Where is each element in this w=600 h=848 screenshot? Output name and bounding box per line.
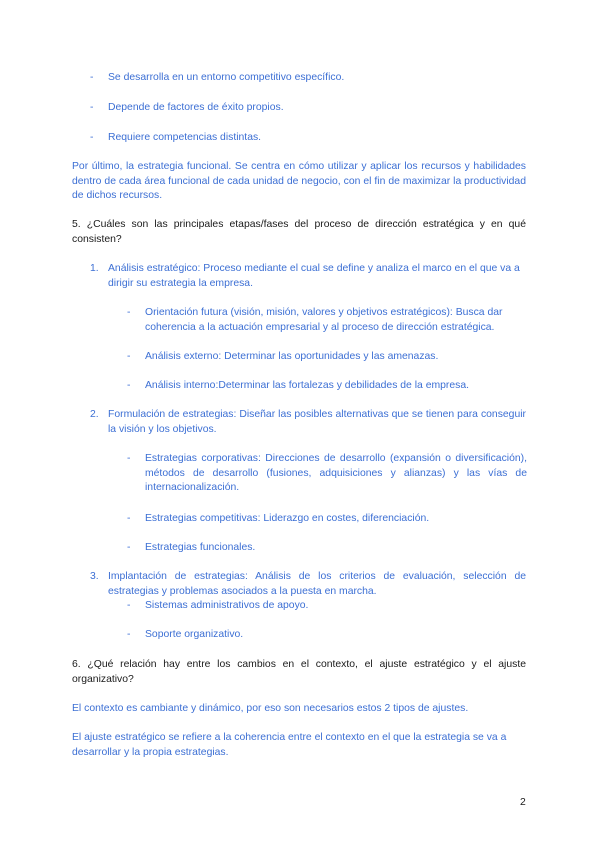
bullet-text: Se desarrolla en un entorno competitivo específico. (108, 72, 345, 83)
list-number: 1. (90, 263, 99, 274)
answer-6-paragraph-2: El ajuste estratégico se refiere a la coherencia entre el contexto en el que la estrategia se va a desarrollar y la propia estrategias. (72, 732, 507, 758)
sub-item-text: Estrategias funcionales. (145, 542, 256, 553)
dash-marker: - (127, 513, 131, 524)
dash-marker: - (127, 307, 131, 318)
dash-marker: - (127, 453, 131, 464)
bullet-text: Requiere competencias distintas. (108, 132, 262, 143)
list-item-text: Implantación de estrategias: Análisis de los criterios de evaluación, selección de estrategias y problemas asociados a la puesta en marcha. (108, 571, 526, 597)
list-number: 2. (90, 409, 99, 420)
sub-item-text: Estrategias corporativas: Direcciones de desarrollo (expansión o diversificación), métodos de desarrollo (fusiones, adquisiciones y alianzas) y las vías de internacionalización. (145, 453, 527, 494)
dash-marker: - (127, 629, 131, 640)
list-item-text: Análisis estratégico: Proceso mediante el cual se define y analiza el marco en el que va a dirigir su estrategia la empresa. (108, 263, 520, 289)
dash-marker: - (90, 102, 94, 113)
dash-marker: - (127, 600, 131, 611)
page-number: 2 (520, 797, 526, 808)
list-item-text: Formulación de estrategias: Diseñar las posibles alternativas que se tienen para conseguir la visión y los objetivos. (108, 409, 526, 435)
answer-6-paragraph-1: El contexto es cambiante y dinámico, por eso son necesarios estos 2 tipos de ajustes. (72, 703, 469, 714)
sub-item-text: Análisis interno:Determinar las fortalezas y debilidades de la empresa. (145, 380, 470, 391)
sub-item-text: Sistemas administrativos de apoyo. (145, 600, 309, 611)
dash-marker: - (90, 72, 94, 83)
question-5: 5. ¿Cuáles son las principales etapas/fases del proceso de dirección estratégica y en qué consisten? (72, 219, 526, 245)
question-6: 6. ¿Qué relación hay entre los cambios en el contexto, el ajuste estratégico y el ajuste organizativo? (72, 659, 526, 685)
sub-item-text: Soporte organizativo. (145, 629, 244, 640)
dash-marker: - (127, 351, 131, 362)
dash-marker: - (127, 380, 131, 391)
sub-item-text: Análisis externo: Determinar las oportunidades y las amenazas. (145, 351, 439, 362)
bullet-text: Depende de factores de éxito propios. (108, 102, 284, 113)
paragraph-funcional: Por último, la estrategia funcional. Se centra en cómo utilizar y aplicar los recursos y habilidades dentro de cada área funcional de cada unidad de negocio, con el fin de maximizar la productividad de dichos recursos. (72, 161, 526, 202)
sub-item-text: Orientación futura (visión, misión, valores y objetivos estratégicos): Busca dar coherencia a la actuación empresarial y al proceso de dirección estratégica. (145, 307, 503, 333)
dash-marker: - (127, 542, 131, 553)
dash-marker: - (90, 132, 94, 143)
sub-item-text: Estrategias competitivas: Liderazgo en costes, diferenciación. (145, 513, 430, 524)
list-number: 3. (90, 571, 99, 582)
